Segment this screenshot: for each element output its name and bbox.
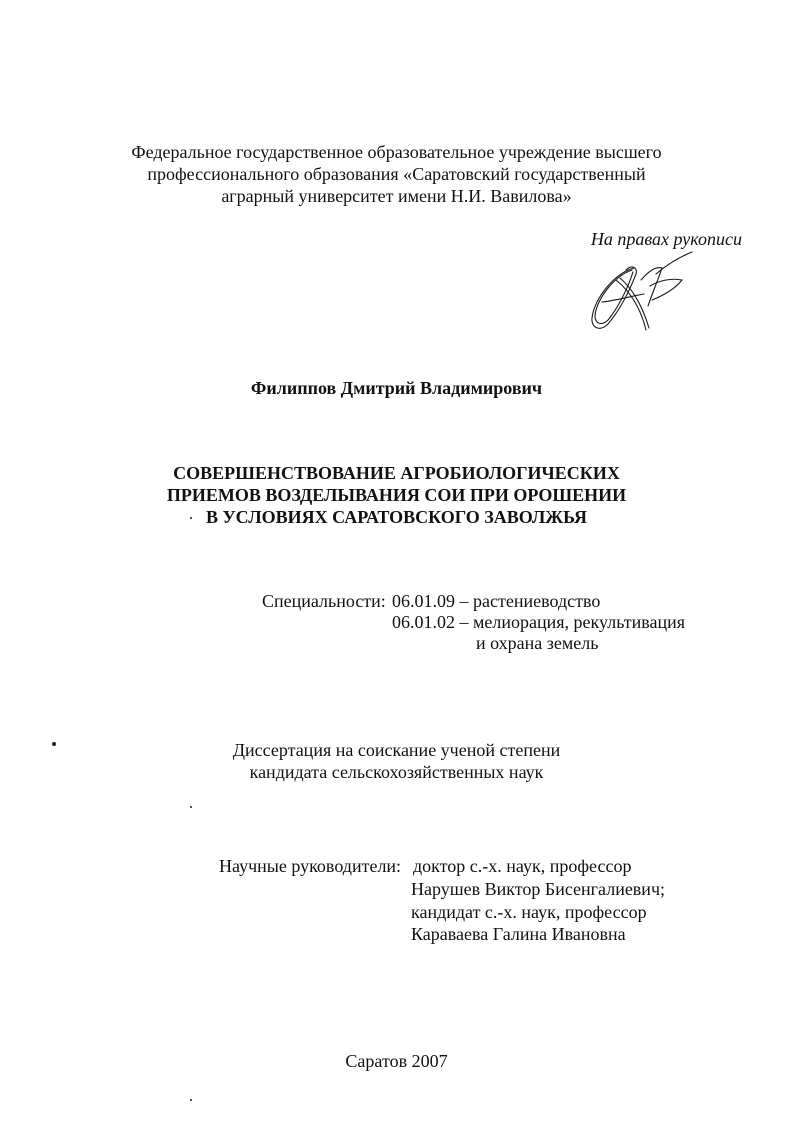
dissertation-line-1: Диссертация на соискание ученой степени (232, 740, 561, 760)
advisor-2-name: Караваева Галина Ивановна (411, 924, 626, 944)
specialties-label: Специальности: (262, 591, 386, 611)
institution-line-3: аграрный университет имени Н.И. Вавилова» (221, 186, 572, 206)
scan-speck (190, 806, 192, 808)
specialty-2-line-1: 06.01.02 – мелиорация, рекультивация (392, 612, 686, 632)
scan-speck (190, 517, 192, 519)
specialty-2-line-2: и охрана земель (476, 633, 599, 653)
dissertation-line-2: кандидата сельскохозяйственных наук (249, 762, 544, 782)
title-line-3: В УСЛОВИЯХ САРАТОВСКОГО ЗАВОЛЖЬЯ (205, 507, 588, 527)
author-name: Филиппов Дмитрий Владимирович (250, 378, 543, 398)
scan-speck (190, 1099, 192, 1101)
title-line-2: ПРИЕМОВ ВОЗДЕЛЫВАНИЯ СОИ ПРИ ОРОШЕНИИ (166, 485, 627, 505)
city-year: Саратов 2007 (345, 1051, 448, 1071)
manuscript-note: На правах рукописи (590, 229, 742, 249)
advisors-label: Научные руководители: (219, 856, 402, 876)
advisor-1-name: Нарушев Виктор Бисенгалиевич; (411, 879, 665, 899)
specialty-1: 06.01.09 – растениеводство (392, 591, 601, 611)
scan-speck (52, 742, 56, 746)
institution-line-2: профессионального образования «Саратовский государственный (147, 164, 646, 184)
signature-image (586, 250, 696, 335)
advisor-2-degree: кандидат с.-х. наук, профессор (411, 902, 647, 922)
title-line-1: СОВЕРШЕНСТВОВАНИЕ АГРОБИОЛОГИЧЕСКИХ (173, 463, 620, 483)
advisor-1-degree: доктор с.-х. наук, профессор (413, 856, 632, 876)
institution-line-1: Федеральное государственное образовательное учреждение высшего (131, 142, 662, 162)
